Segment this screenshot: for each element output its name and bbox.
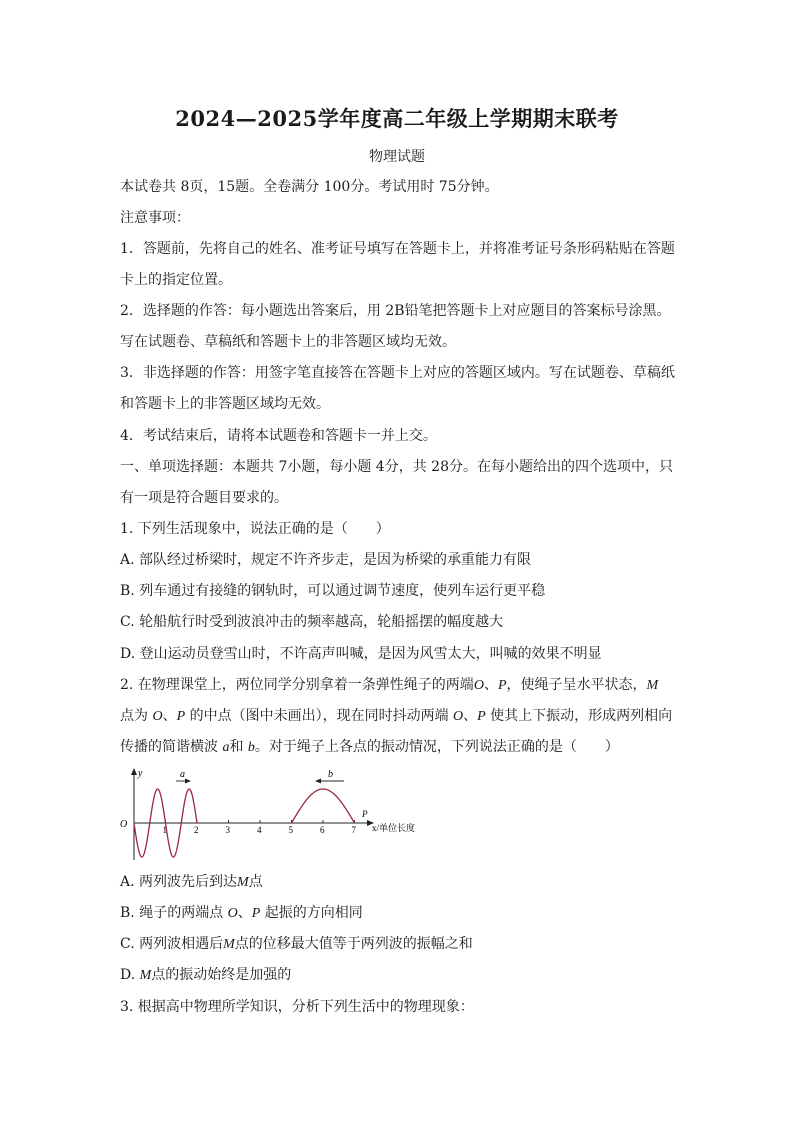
q2-option-c: C. 两列波相遇后M点的位移最大值等于两列波的振幅之和 — [120, 936, 473, 952]
q2-option-b: B. 绳子的两端点 O、P 起振的方向相同 — [120, 905, 363, 921]
q2-option-a: A. 两列波先后到达M点 — [120, 874, 263, 890]
x-tick-label: 3 — [225, 825, 230, 835]
q2-stem-line-3: 传播的简谐横波 a和 b。对于绳子上各点的振动情况，下列说法正确的是（ ） — [120, 739, 619, 755]
wave-b-label: b — [328, 769, 333, 780]
q1-stem: 1. 下列生活现象中，说法正确的是（ ） — [120, 521, 390, 537]
x-tick-label: 5 — [288, 825, 293, 835]
section-1-heading-line-2: 有一项是符合题目要求的。 — [120, 490, 288, 506]
x-tick-label: 1 — [162, 825, 167, 835]
wave-figure — [118, 764, 438, 864]
notes-heading: 注意事项： — [120, 210, 190, 226]
x-tick-label: 6 — [320, 825, 325, 835]
q2-option-d: D. M点的振动始终是加强的 — [120, 967, 292, 983]
q1-option-a: A. 部队经过桥梁时，规定不许齐步走，是因为桥梁的承重能力有限 — [120, 552, 532, 568]
q1-option-d: D. 登山运动员登雪山时，不许高声叫喊，是因为风雪太大，叫喊的效果不明显 — [120, 646, 602, 662]
note-3-line-2: 和答题卡上的非答题区域均无效。 — [120, 396, 330, 412]
q2-stem-line-1: 2. 在物理课堂上，两位同学分别拿着一条弹性绳子的两端O、P，使绳子呈水平状态，M — [120, 677, 659, 693]
q1-option-c: C. 轮船航行时受到波浪冲击的频率越高，轮船摇摆的幅度越大 — [120, 614, 504, 630]
note-3-line-1: 3．非选择题的作答：用签字笔直接答在答题卡上对应的答题区域内。写在试题卷、草稿纸 — [120, 365, 675, 381]
note-4: 4．考试结束后，请将本试题卷和答题卡一并上交。 — [120, 428, 437, 444]
x-tick-label: 2 — [194, 825, 199, 835]
q1-option-b: B. 列车通过有接缝的钢轨时，可以通过调节速度，使列车运行更平稳 — [120, 583, 546, 599]
note-1-line-1: 1．答题前，先将自己的姓名、准考证号填写在答题卡上，并将准考证号条形码粘贴在答题 — [120, 241, 675, 257]
y-axis-arrow — [131, 768, 137, 775]
note-1-line-2: 卡上的指定位置。 — [120, 272, 232, 288]
section-1-heading-line-1: 一、单项选择题：本题共 7小题，每小题 4分，共 28分。在每小题给出的四个选项中，只 — [120, 459, 673, 475]
exam-intro: 本试卷共 8页，15题。全卷满分 100分。考试用时 75分钟。 — [120, 179, 499, 195]
wave-b-curve — [292, 789, 355, 823]
x-tick-label: 7 — [351, 825, 356, 835]
note-2-line-1: 2．选择题的作答：每小题选出答案后，用 2B铅笔把答题卡上对应题目的答案标号涂黑。 — [120, 303, 671, 319]
p-label: P — [362, 809, 368, 819]
x-axis-label: x/单位长度 — [372, 823, 416, 833]
origin-label: O — [120, 819, 128, 830]
x-tick-label: 4 — [257, 825, 262, 835]
wave-a-arrowhead — [185, 779, 191, 784]
wave-a-label: a — [180, 769, 185, 780]
y-axis-label: y — [138, 768, 143, 779]
exam-subtitle: 物理试题 — [369, 149, 425, 165]
exam-title: 2024—2025学年度高二年级上学期期末联考 — [175, 106, 619, 131]
x-axis-ticks — [163, 820, 357, 835]
wave-b-arrowhead — [315, 779, 321, 784]
q2-stem-line-2: 点为 O、P 的中点（图中未画出），现在同时抖动两端 O、P 使其上下振动，形成两列相向 — [120, 708, 673, 724]
note-2-line-2: 写在试题卷、草稿纸和答题卡上的非答题区域均无效。 — [120, 334, 456, 350]
q3-stem: 3. 根据高中物理所学知识，分析下列生活中的物理现象： — [120, 999, 474, 1015]
